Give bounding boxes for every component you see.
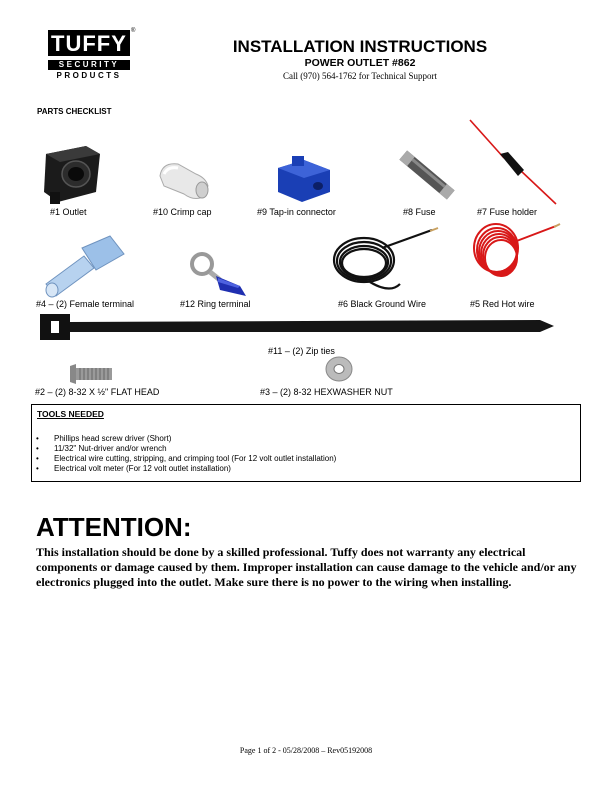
ring-terminal-icon <box>190 250 254 298</box>
outlet-icon <box>36 142 104 206</box>
part-label-black-wire: #6 Black Ground Wire <box>338 299 427 309</box>
page-title: INSTALLATION INSTRUCTIONS <box>232 37 488 56</box>
page-footer: Page 1 of 2 - 05/28/2008 – Rev05192008 <box>239 746 373 755</box>
logo-brand: TUFFY <box>48 30 130 56</box>
screw-icon <box>70 364 114 384</box>
list-item: • Electrical volt meter (For 12 volt outlet installation) <box>36 464 336 474</box>
tools-needed-box <box>31 404 581 482</box>
list-item: • Electrical wire cutting, stripping, and crimping tool (For 12 volt outlet installation) <box>36 454 336 464</box>
black-wire-icon <box>330 224 440 298</box>
parts-checklist-heading: PARTS CHECKLIST <box>37 107 112 116</box>
part-label-female-terminal: #4 – (2) Female terminal <box>36 299 135 309</box>
tools-needed-heading: TOOLS NEEDED <box>37 409 104 419</box>
zip-tie-icon <box>40 314 556 340</box>
attention-heading: ATTENTION: <box>36 512 192 542</box>
red-wire-icon <box>470 220 562 298</box>
part-label-outlet: #1 Outlet <box>50 207 87 217</box>
page-subtitle: POWER OUTLET #862 <box>304 57 416 69</box>
logo-line1: SECURITY <box>48 60 130 70</box>
part-label-ring-terminal: #12 Ring terminal <box>180 299 251 309</box>
list-item: • Phillips head screw driver (Short) <box>36 434 336 444</box>
logo-registered-mark: ® <box>131 28 136 34</box>
tap-in-connector-icon <box>274 156 334 204</box>
tuffy-logo <box>48 28 136 86</box>
attention-body: This installation should be done by a skilled professional. Tuffy does not warranty any electrical components or damage caused by them. Improper installation can cause damage to the vehicle and/or any electronics plugged into the outlet. Make sure there is no power to the wiring when installing. <box>36 545 577 589</box>
part-label-tap-in-connector: #9 Tap-in connector <box>257 207 336 217</box>
part-label-crimp-cap: #10 Crimp cap <box>153 207 212 217</box>
part-label-zip-ties: #11 – (2) Zip ties <box>268 346 335 356</box>
part-label-fuse-holder: #7 Fuse holder <box>477 207 538 217</box>
fuse-holder-icon <box>468 118 560 206</box>
crimp-cap-icon <box>156 160 212 202</box>
support-line: Call (970) 564-1762 for Technical Support <box>283 71 437 81</box>
fuse-icon <box>398 150 456 200</box>
female-terminal-icon <box>40 234 130 298</box>
part-label-hex-nut: #3 – (2) 8-32 HEXWASHER NUT <box>260 387 393 397</box>
hex-nut-icon <box>325 356 353 382</box>
part-label-flat-head-screw: #2 – (2) 8-32 X ½" FLAT HEAD <box>35 387 160 397</box>
logo-line2: PRODUCTS <box>56 71 122 80</box>
list-item: • 11/32" Nut-driver and/or wrench <box>36 444 336 454</box>
tools-list <box>36 434 336 474</box>
part-label-red-wire: #5 Red Hot wire <box>470 299 535 309</box>
part-label-fuse: #8 Fuse <box>403 207 436 217</box>
